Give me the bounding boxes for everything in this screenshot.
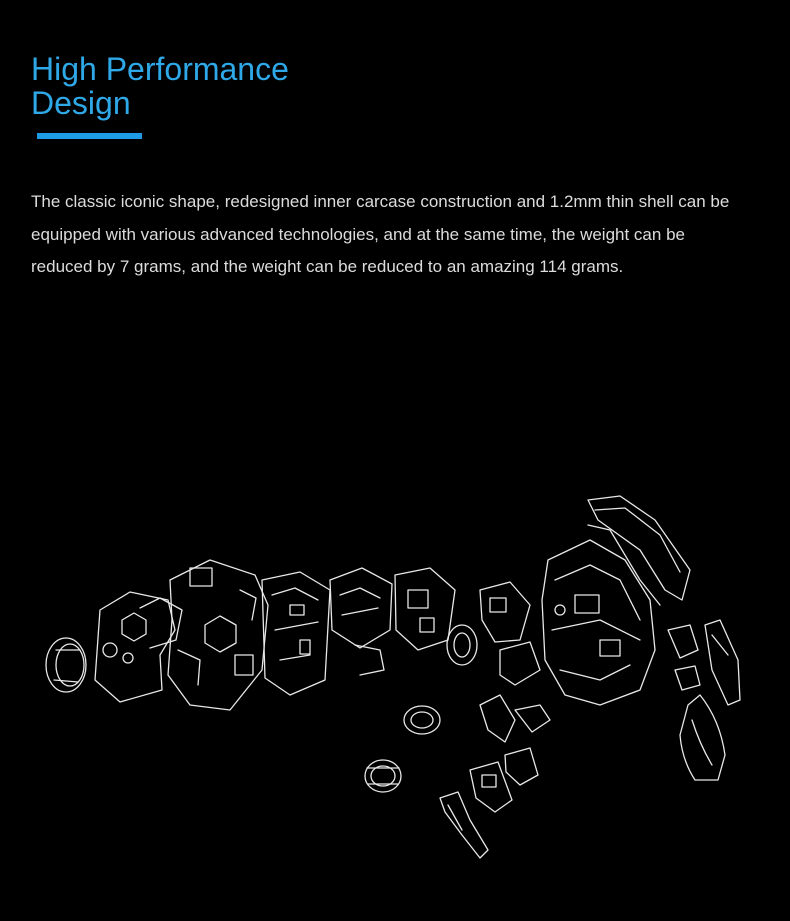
section-title xyxy=(31,52,289,120)
title-accent-bar xyxy=(37,133,142,139)
title-line-2: Design xyxy=(31,85,131,121)
title-line-1: High Performance xyxy=(31,51,289,87)
exploded-mouse-components-icon xyxy=(0,480,790,880)
exploded-mouse-illustration xyxy=(0,480,790,880)
description-text: The classic iconic shape, redesigned inner carcase construction and 1.2mm thin shell can be equipped with various advanced technologies, and at the same time, the weight can be reduced by 7 grams, and the weight can be reduced to an amazing 114 grams. xyxy=(31,192,730,276)
